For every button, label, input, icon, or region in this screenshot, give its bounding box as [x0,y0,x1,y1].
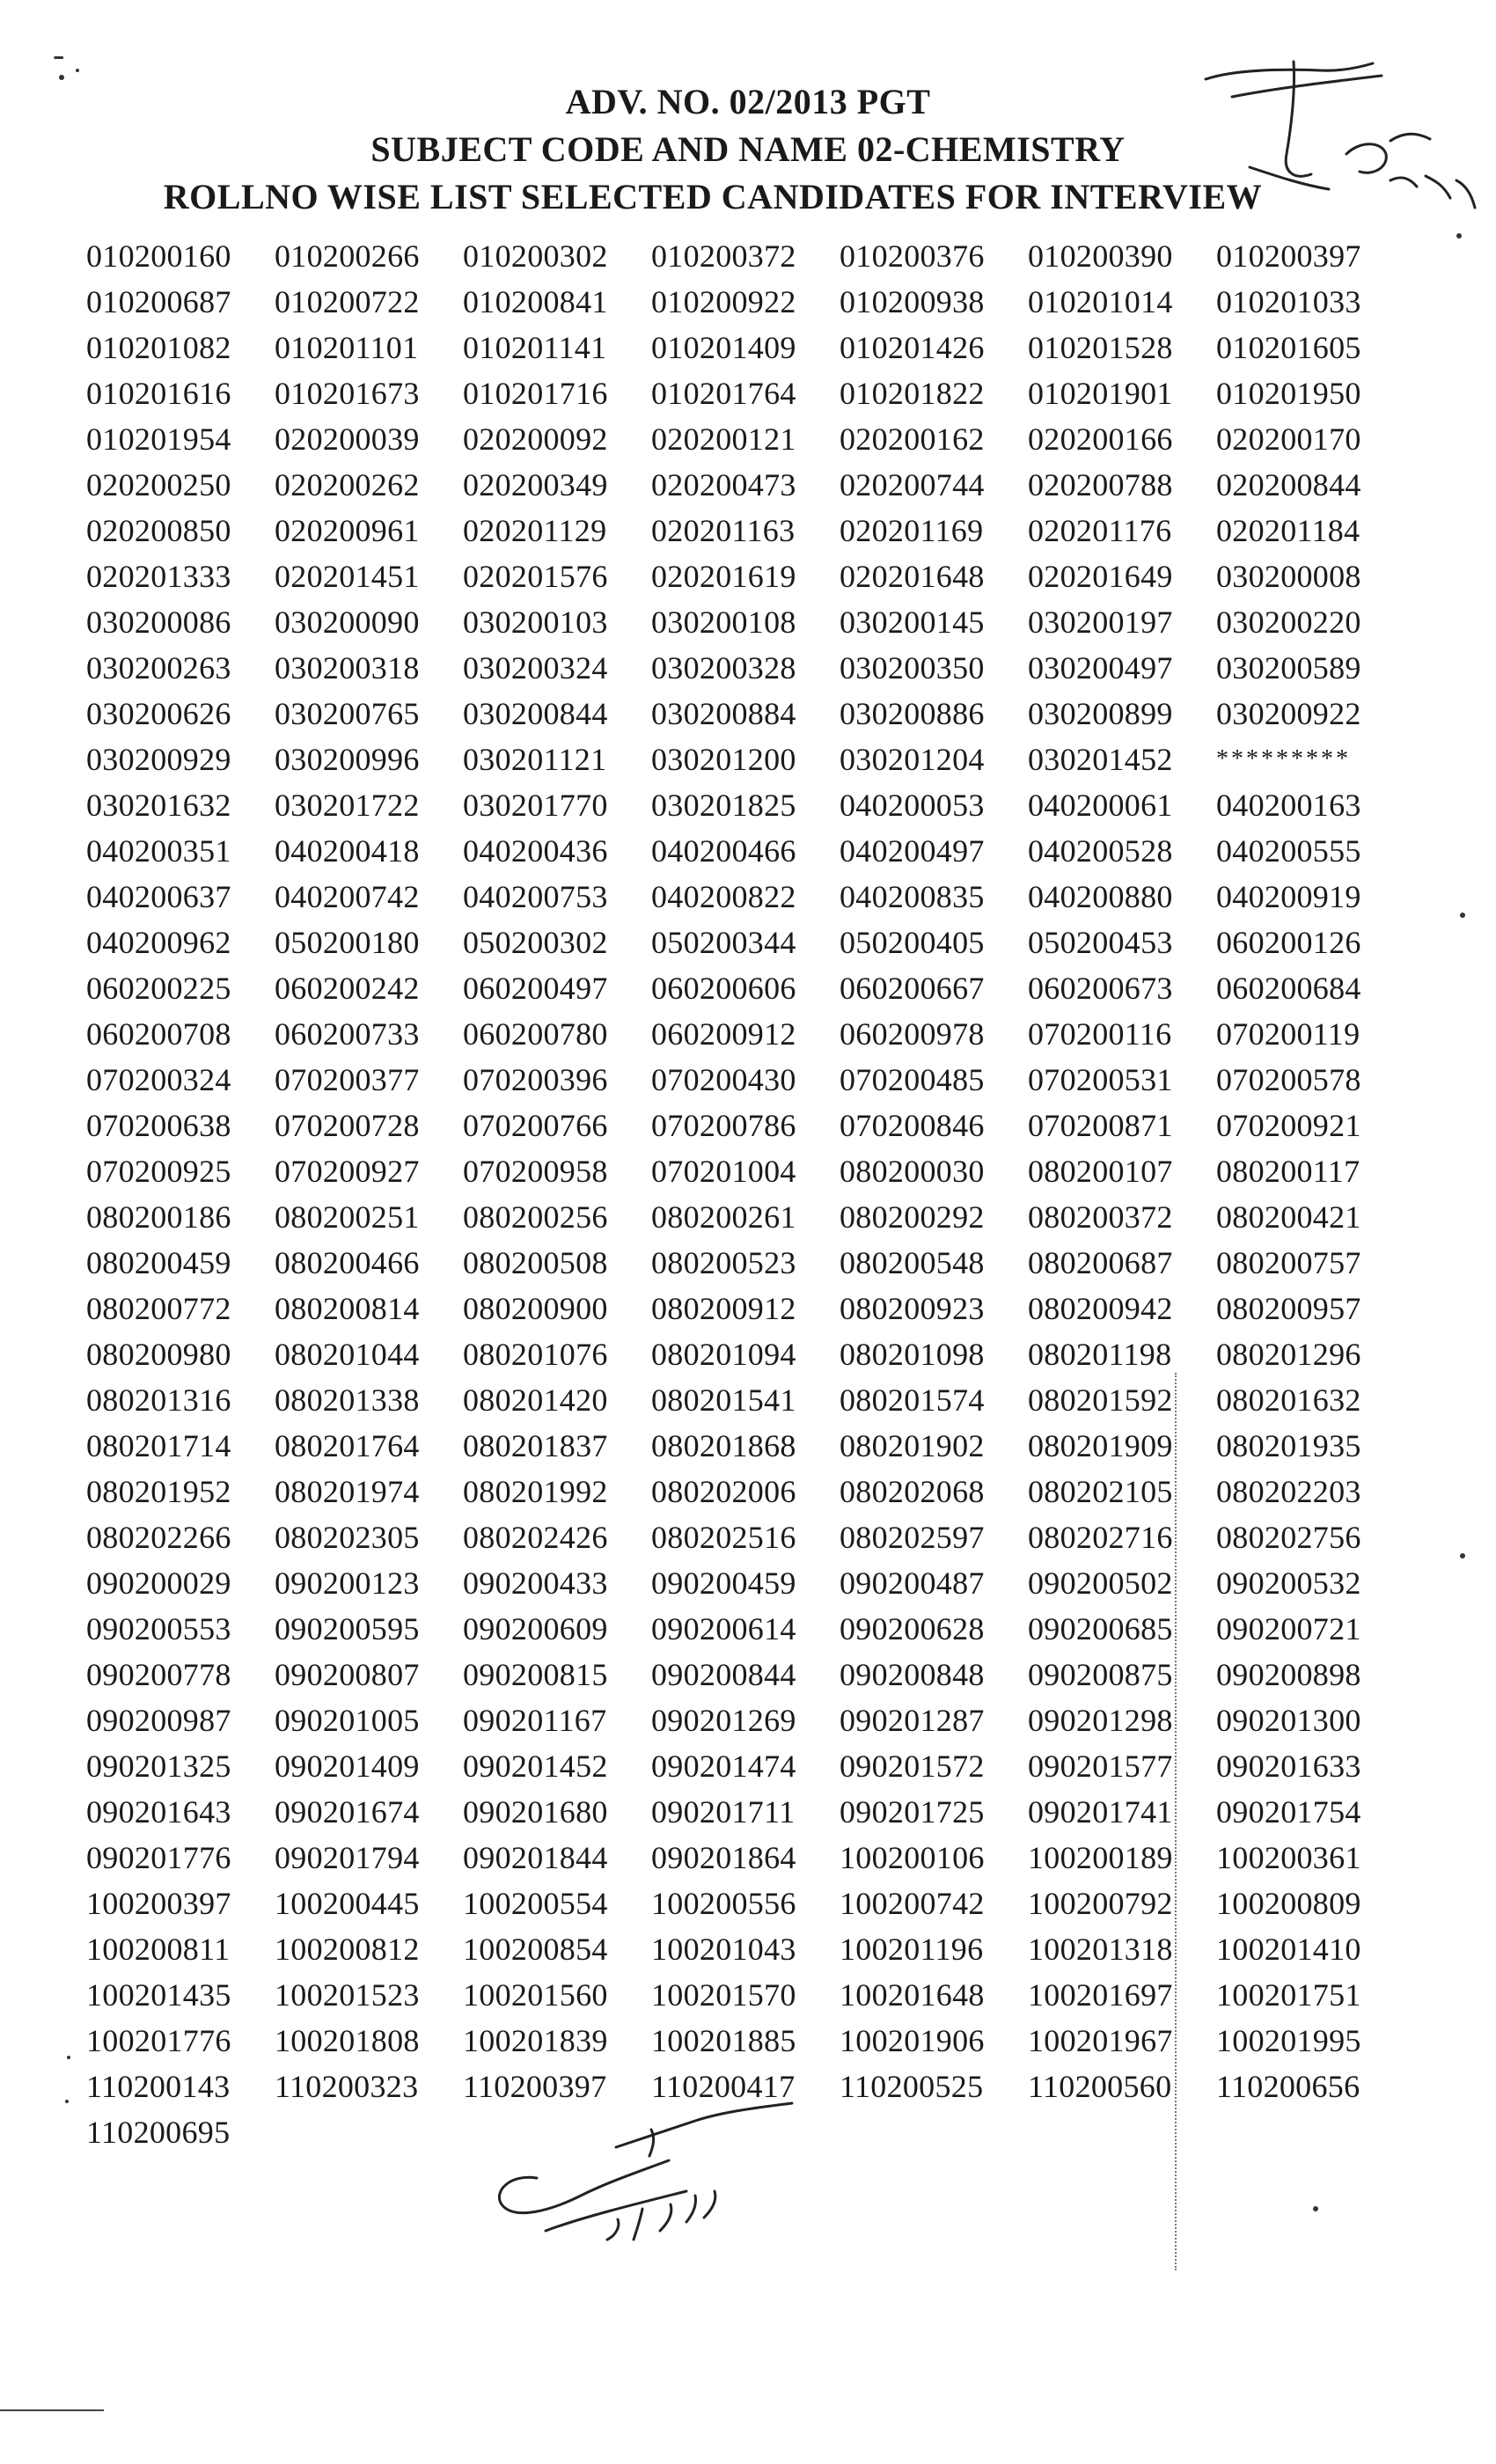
roll-number-cell: 090201633 [1216,1749,1361,1784]
roll-number-cell: 070200921 [1216,1108,1361,1143]
roll-number-cell: 080200117 [1216,1154,1360,1189]
roll-number-cell: 010200160 [86,238,231,274]
roll-number-cell: 110200560 [1028,2069,1172,2104]
roll-number-cell: 030200197 [1028,605,1173,640]
roll-number-cell: 060200733 [275,1016,420,1052]
roll-number-cell: 080201076 [463,1337,608,1372]
roll-number-cell: 030200884 [651,696,796,731]
roll-number-cell: 030200008 [1216,559,1361,594]
roll-number-cell: 080201098 [840,1337,985,1372]
roll-number-cell: 040200835 [840,879,985,914]
roll-number-cell: 090200848 [840,1657,985,1692]
roll-number-cell: 030200844 [463,696,608,731]
roll-number-cell: 020200844 [1216,467,1361,502]
roll-number-cell: 030200589 [1216,650,1361,686]
roll-number-cell: 080200523 [651,1245,796,1280]
roll-number-cell: 080202305 [275,1520,420,1555]
roll-number-cell: 060200225 [86,971,231,1006]
roll-number-cell: 090200029 [86,1566,231,1601]
roll-number-cell: 080201714 [86,1428,231,1463]
roll-number-cell: 100200445 [275,1886,420,1921]
roll-number-cell: 060200780 [463,1016,608,1052]
roll-number-cell: 090200721 [1216,1611,1361,1646]
roll-number-cell: 010201082 [86,330,231,365]
roll-number-cell: 090201754 [1216,1794,1361,1830]
roll-number-cell: 100200792 [1028,1886,1173,1921]
roll-number-cell: 050200180 [275,925,420,960]
roll-number-cell: 030200922 [1216,696,1361,731]
roll-number-cell: 090201572 [840,1749,985,1784]
roll-number-cell: 060200667 [840,971,985,1006]
roll-number-cell: 080200186 [86,1199,231,1235]
roll-number-cell: 010201764 [651,376,796,411]
roll-number-cell: 080201992 [463,1474,608,1509]
subject-code-title: SUBJECT CODE AND NAME 02-CHEMISTRY [370,129,1126,169]
roll-number-cell: 040200962 [86,925,231,960]
roll-number-cell: 090201005 [275,1703,420,1738]
roll-number-cell: 080201837 [463,1428,608,1463]
roll-number-cell: 080200251 [275,1199,420,1235]
roll-number-cell: 100201697 [1028,1977,1173,2013]
roll-number-cell: 110200417 [651,2069,796,2104]
roll-number-cell: 090200844 [651,1657,796,1692]
roll-number-cell: 100200361 [1216,1840,1361,1875]
roll-number-cell: 050200453 [1028,925,1173,960]
roll-number-cell: 100200554 [463,1886,608,1921]
roll-number-cell: 090200875 [1028,1657,1173,1692]
roll-number-cell: 100200811 [86,1932,231,1967]
roll-number-cell: 030200220 [1216,605,1361,640]
roll-number-cell: 030200886 [840,696,985,731]
bottom-rule [0,2409,104,2411]
roll-number-cell: 080200508 [463,1245,608,1280]
roll-number-cell: 080200107 [1028,1154,1173,1189]
roll-number-cell: 010201409 [651,330,796,365]
roll-number-cell: 080201592 [1028,1382,1173,1418]
roll-number-cell: 010200841 [463,284,608,319]
roll-number-cell: 070200927 [275,1154,420,1189]
roll-number-cell: 080200942 [1028,1291,1173,1326]
roll-number-cell: 110200143 [86,2069,231,2104]
roll-number-cell: 040200637 [86,879,231,914]
roll-number-cell: 020201576 [463,559,608,594]
roll-number-cell: 080200687 [1028,1245,1173,1280]
roll-number-cell: 060200126 [1216,925,1361,960]
roll-number-cell: 010201716 [463,376,608,411]
roll-number-cell: 090201776 [86,1840,231,1875]
roll-number-cell: 100200189 [1028,1840,1173,1875]
roll-number-cell: 030200318 [275,650,420,686]
roll-number-cell: 030201770 [463,788,608,823]
roll-number-cell: 080201868 [651,1428,796,1463]
roll-number-cell: 100200106 [840,1840,985,1875]
roll-number-cell: 080200372 [1028,1199,1173,1235]
roll-number-cell: 020201163 [651,513,796,548]
roll-number-cell: 110200397 [463,2069,607,2104]
roll-number-cell: 060200242 [275,971,420,1006]
roll-number-cell: 080201316 [86,1382,231,1418]
roll-number-cell: 100201808 [275,2023,420,2058]
roll-number-cell: 020201333 [86,559,231,594]
roll-number-cell: 080200912 [651,1291,796,1326]
roll-number-cell: 020200250 [86,467,231,502]
roll-number-cell: 080202068 [840,1474,985,1509]
roll-number-cell: 040200466 [651,833,796,869]
roll-number-cell: 100201318 [1028,1932,1173,1967]
roll-number-cell: 090201167 [463,1703,607,1738]
roll-number-cell: 080200814 [275,1291,420,1326]
roll-number-cell: 060200606 [651,971,796,1006]
roll-number-cell: 010201014 [1028,284,1173,319]
roll-number-cell: 070200871 [1028,1108,1173,1143]
roll-number-cell: 070200786 [651,1108,796,1143]
roll-number-cell: 090200487 [840,1566,985,1601]
roll-number-cell: 020201649 [1028,559,1173,594]
roll-number-cell: 010201901 [1028,376,1173,411]
roll-number-cell: 100201560 [463,1977,608,2013]
roll-number-cell: 070200430 [651,1062,796,1097]
roll-number-cell: 060200497 [463,971,608,1006]
roll-number-cell: 090200987 [86,1703,231,1738]
roll-number-cell: 100200742 [840,1886,985,1921]
roll-number-cell: 090201409 [275,1749,420,1784]
roll-number-cell: 090201741 [1028,1794,1173,1830]
roll-number-cell: 090201864 [651,1840,796,1875]
roll-number-cell: 030200626 [86,696,231,731]
roll-number-cell: 030201204 [840,742,985,777]
roll-number-cell: 090200685 [1028,1611,1173,1646]
roll-number-cell: 080201420 [463,1382,608,1418]
roll-number-cell: 030201632 [86,788,231,823]
roll-number-cell: 030200108 [651,605,796,640]
roll-number-cell: 080201574 [840,1382,985,1418]
roll-number-cell: 070200531 [1028,1062,1173,1097]
roll-number-cell: 030201452 [1028,742,1173,777]
roll-number-cell: 090201452 [463,1749,608,1784]
roll-number-cell: 090200815 [463,1657,608,1692]
roll-number-cell: 020201129 [463,513,607,548]
roll-number-cell: 090201269 [651,1703,796,1738]
roll-number-cell: 040200528 [1028,833,1173,869]
roll-number-cell: 040200497 [840,833,985,869]
roll-number-cell: 030200103 [463,605,608,640]
roll-number-cell: 080201952 [86,1474,231,1509]
roll-number-cell: 030200996 [275,742,420,777]
roll-number-cell: 020200092 [463,422,608,457]
roll-number-cell: 080200923 [840,1291,985,1326]
roll-number-cell: 090201794 [275,1840,420,1875]
roll-number-cell: 090200553 [86,1611,231,1646]
roll-number-cell: 010201141 [463,330,607,365]
roll-number-cell: 010201673 [275,376,420,411]
roll-number-cell: 090201674 [275,1794,420,1830]
roll-number-cell: 070200766 [463,1108,608,1143]
roll-number-cell: 110200695 [86,2115,231,2150]
roll-number-cell: 030201722 [275,788,420,823]
roll-number-cell: 080200030 [840,1154,985,1189]
roll-number-cell: 110200525 [840,2069,984,2104]
roll-number-cell: 020200788 [1028,467,1173,502]
roll-number-cell: 080200292 [840,1199,985,1235]
roll-number-cell: 010200938 [840,284,985,319]
roll-number-cell: 080200261 [651,1199,796,1235]
roll-number-cell: 100201196 [840,1932,984,1967]
roll-number-cell: 070200119 [1216,1016,1360,1052]
roll-number-cell: 080201632 [1216,1382,1361,1418]
roll-number-cell: 090200532 [1216,1566,1361,1601]
roll-number-cell: 100200854 [463,1932,608,1967]
roll-number-cell: 020200162 [840,422,985,457]
roll-number-cell: 100201776 [86,2023,231,2058]
roll-number-cell: 080201902 [840,1428,985,1463]
roll-number-cell: 070200116 [1028,1016,1172,1052]
roll-number-cell: 090201844 [463,1840,608,1875]
roll-number-cell: 010201528 [1028,330,1173,365]
roll-number-cell: 060200673 [1028,971,1173,1006]
roll-number-cell: 080202203 [1216,1474,1361,1509]
roll-number-cell: 020200744 [840,467,985,502]
roll-number-cell: 010200390 [1028,238,1173,274]
roll-number-cell: 080200757 [1216,1245,1361,1280]
roll-number-cell: 040200163 [1216,788,1361,823]
roll-number-cell: 080200548 [840,1245,985,1280]
roll-number-cell: 010201954 [86,422,231,457]
roll-number-cell: 090200614 [651,1611,796,1646]
roll-number-cell: 080201044 [275,1337,420,1372]
roll-number-cell: 090201680 [463,1794,608,1830]
roll-number-cell: 080200957 [1216,1291,1361,1326]
roll-number-cell: 080201198 [1028,1337,1172,1372]
roll-number-cell: 020200166 [1028,422,1173,457]
roll-number-cell: 080202426 [463,1520,608,1555]
advertisement-number: ADV. NO. 02/2013 PGT [565,82,931,121]
roll-number-cell: 100201648 [840,1977,985,2013]
roll-number-cell: 050200405 [840,925,985,960]
roll-number-cell: 100201523 [275,1977,420,2013]
roll-number-cell: 070200958 [463,1154,608,1189]
roll-number-cell: 020201648 [840,559,985,594]
roll-number-cell: 090201325 [86,1749,231,1784]
roll-number-cell: 020200170 [1216,422,1361,457]
roll-number-cell: 080200772 [86,1291,231,1326]
roll-number-cell: 010200372 [651,238,796,274]
roll-number-cell: 080202516 [651,1520,796,1555]
roll-number-cell: 060200708 [86,1016,231,1052]
roll-number-cell: 110200323 [275,2069,419,2104]
corner-mark: - [53,34,65,74]
roll-number-cell: 040200555 [1216,833,1361,869]
roll-number-cell: 080200256 [463,1199,608,1235]
roll-number-cell: 100201435 [86,1977,231,2013]
roll-number-cell: 100201995 [1216,2023,1361,2058]
roll-number-cell: 080201094 [651,1337,796,1372]
roll-number-cell: 100200809 [1216,1886,1361,1921]
roll-number-cell: 040200880 [1028,879,1173,914]
roll-number-cell: 090201577 [1028,1749,1173,1784]
roll-number-cell: 020201169 [840,513,984,548]
roll-number-cell: 090201643 [86,1794,231,1830]
roll-number-cell: 040200418 [275,833,420,869]
roll-number-cell: 010200397 [1216,238,1361,274]
roll-number-cell: 080200466 [275,1245,420,1280]
roll-number-cell: 110200656 [1216,2069,1360,2104]
roll-number-cell: 090200123 [275,1566,420,1601]
roll-number-cell: 040200919 [1216,879,1361,914]
roll-number-cell: 010201605 [1216,330,1361,365]
roll-number-cell: 070200396 [463,1062,608,1097]
roll-number-cell: 090201298 [1028,1703,1173,1738]
roll-number-cell: 070200485 [840,1062,985,1097]
dotted-rule [1175,1373,1177,2270]
roll-number-cell: 010201616 [86,376,231,411]
roll-number-cell: 080202756 [1216,1520,1361,1555]
roll-number-cell: 100201906 [840,2023,985,2058]
roll-number-cell: 030200899 [1028,696,1173,731]
roll-number-cell: 080201338 [275,1382,420,1418]
roll-number-cell: 020200850 [86,513,231,548]
roll-number-cell: 090201474 [651,1749,796,1784]
roll-number-cell: 100200556 [651,1886,796,1921]
roll-number-cell: 030200086 [86,605,231,640]
roll-number-cell: 100201967 [1028,2023,1173,2058]
roll-number-cell: 020200349 [463,467,608,502]
roll-number-cell: 080201296 [1216,1337,1361,1372]
roll-number-cell: 020201184 [1216,513,1360,548]
roll-number-cell: 010201950 [1216,376,1361,411]
roll-number-cell: 040200742 [275,879,420,914]
roll-number-cell: 030200497 [1028,650,1173,686]
roll-number-cell: 010201033 [1216,284,1361,319]
roll-number-grid [86,233,1404,2155]
roll-number-cell: 100201839 [463,2023,608,2058]
roll-number-cell: 070200925 [86,1154,231,1189]
roll-number-cell: 030200145 [840,605,985,640]
roll-number-cell: 090200807 [275,1657,420,1692]
roll-number-cell: 080200900 [463,1291,608,1326]
roll-number-cell: 090201725 [840,1794,985,1830]
roll-number-cell: 030200350 [840,650,985,686]
roll-number-cell: 030200263 [86,650,231,686]
roll-number-cell: 090201711 [651,1794,796,1830]
roll-number-cell: 100201410 [1216,1932,1361,1967]
roll-number-cell: 040200351 [86,833,231,869]
roll-number-cell: 080202266 [86,1520,231,1555]
roll-number-cell: 100201885 [651,2023,796,2058]
roll-number-cell: 080202597 [840,1520,985,1555]
roll-number-cell: 050200344 [651,925,796,960]
roll-number-cell: 030200765 [275,696,420,731]
roll-number-cell: 080200421 [1216,1199,1361,1235]
roll-number-cell: 020200039 [275,422,420,457]
roll-number-cell: 060200912 [651,1016,796,1052]
roll-number-cell: 020201619 [651,559,796,594]
roll-number-cell: 010200376 [840,238,985,274]
roll-number-cell: 070200846 [840,1108,985,1143]
roll-number-cell: 030201200 [651,742,796,777]
roll-number-cell: 090200628 [840,1611,985,1646]
roll-number-cell: 100201043 [651,1932,796,1967]
roll-number-cell: 080202105 [1028,1474,1173,1509]
roll-number-cell: 090200595 [275,1611,420,1646]
roll-number-cell: 040200053 [840,788,985,823]
roll-number-cell: 010200302 [463,238,608,274]
roll-number-cell: 090201300 [1216,1703,1361,1738]
roll-number-cell: 080201541 [651,1382,796,1418]
roll-number-cell: 090201287 [840,1703,985,1738]
roll-number-cell: 030200090 [275,605,420,640]
roll-number-cell: 010200722 [275,284,420,319]
roll-number-cell: 100201751 [1216,1977,1361,2013]
roll-number-cell: 040200753 [463,879,608,914]
roll-number-cell: 080201935 [1216,1428,1361,1463]
list-title: ROLLNO WISE LIST SELECTED CANDIDATES FOR INTERVIEW [163,177,1263,216]
roll-number-cell: 100200397 [86,1886,231,1921]
roll-number-cell: 080200459 [86,1245,231,1280]
roll-number-cell: 050200302 [463,925,608,960]
roll-number-cell: 070200728 [275,1108,420,1143]
roll-number-cell: 030201825 [651,788,796,823]
roll-number-cell: 010201426 [840,330,985,365]
roll-number-cell: 020201451 [275,559,420,594]
roll-number-cell: 090200433 [463,1566,608,1601]
roll-number-cell: 020200961 [275,513,420,548]
roll-number-cell: 080201764 [275,1428,420,1463]
roll-number-cell: 010201101 [275,330,419,365]
roll-number-cell: 090200898 [1216,1657,1361,1692]
roll-number-cell: 100201570 [651,1977,796,2013]
roll-number-cell: 090200778 [86,1657,231,1692]
roll-number-cell: 030200929 [86,742,231,777]
roll-number-cell: 020200121 [651,422,796,457]
roll-number-cell: 030201121 [463,742,607,777]
roll-number-cell: 070200377 [275,1062,420,1097]
roll-number-cell: 030200324 [463,650,608,686]
roll-number-cell: 010200266 [275,238,420,274]
roll-number-cell: 070201004 [651,1154,796,1189]
roll-number-cell: 030200328 [651,650,796,686]
roll-number-cell: 010200687 [86,284,231,319]
roll-number-cell: 010201822 [840,376,985,411]
roll-number-cell: 060200684 [1216,971,1361,1006]
roll-number-cell: 080202006 [651,1474,796,1509]
roll-number-cell: 070200578 [1216,1062,1361,1097]
roll-number-cell: 040200061 [1028,788,1173,823]
roll-number-cell: 090200609 [463,1611,608,1646]
roll-number-cell: 090200502 [1028,1566,1173,1601]
roll-number-cell: 060200978 [840,1016,985,1052]
roll-number-cell: 080201974 [275,1474,420,1509]
roll-number-cell: 100200812 [275,1932,420,1967]
roll-number-cell: 070200638 [86,1108,231,1143]
roll-number-cell: 020201176 [1028,513,1172,548]
roll-number-cell: 080200980 [86,1337,231,1372]
roll-number-cell: 080202716 [1028,1520,1173,1555]
roll-number-cell: 070200324 [86,1062,231,1097]
roll-number-cell: 020200262 [275,467,420,502]
roll-number-cell: 020200473 [651,467,796,502]
roll-number-cell: 040200822 [651,879,796,914]
roll-number-cell: 090200459 [651,1566,796,1601]
roll-number-cell: 080201909 [1028,1428,1173,1463]
roll-number-cell: 010200922 [651,284,796,319]
roll-number-cell: ********* [1216,745,1351,773]
roll-number-cell: 040200436 [463,833,608,869]
